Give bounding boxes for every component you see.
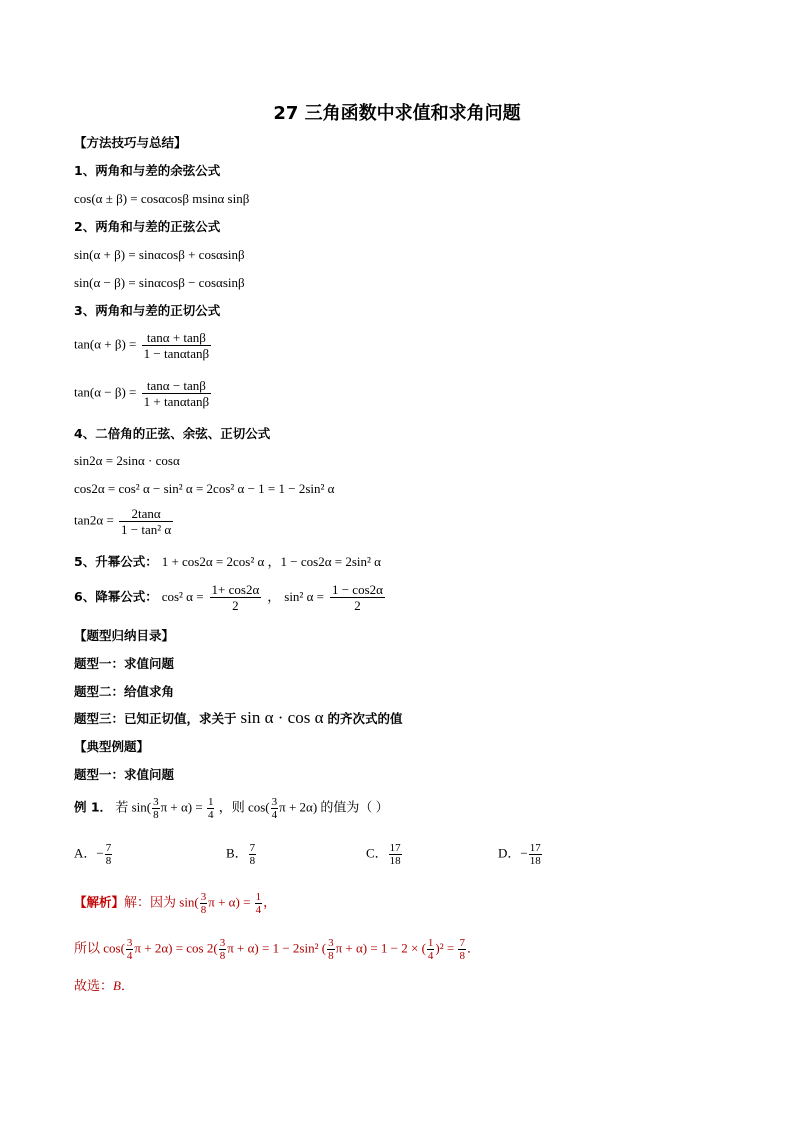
example-1-q-part2: π + α) = <box>160 799 203 815</box>
example-1-frac-c <box>271 796 279 821</box>
tan-sum-fraction <box>142 330 212 361</box>
option-b-label: B． <box>226 845 248 861</box>
option-a <box>74 842 113 867</box>
solution-choice-value: B <box>113 978 121 993</box>
catalog-item-2: 题型二：给值求角 <box>74 684 175 699</box>
option-a-numerator: 7 <box>105 842 112 854</box>
option-d-numerator: 17 <box>529 842 541 854</box>
catalog-item-3-expression: sin α · cos α <box>240 708 324 727</box>
sin-diff-formula: sin(α − β) = sinαcosβ − cosαsinβ <box>74 275 245 290</box>
solution-l2-frac-1 <box>126 937 134 962</box>
option-a-sign: − <box>96 845 104 861</box>
option-d-fraction <box>529 842 542 867</box>
solution-l2-part4: π + α) = 1 − 2 × ( <box>335 940 426 956</box>
sin-double-formula: sin2α = 2sinα · cosα <box>74 453 180 468</box>
option-b-fraction <box>249 842 257 867</box>
solution-l1-frac-a <box>200 891 208 916</box>
tan-diff-numerator: tanα − tanβ <box>142 378 212 394</box>
sol-frac-a-numerator: 3 <box>200 891 207 903</box>
l2-frac-5-denominator: 8 <box>459 950 465 962</box>
tan-sum-lhs: tan(α + β) = <box>74 336 137 352</box>
catalog-item-3-suffix: 的齐次式的值 <box>327 711 403 726</box>
example-1-frac-b <box>207 796 215 821</box>
sin-sum-formula: sin(α + β) = sinαcosβ + cosαsinβ <box>74 247 245 262</box>
sol-frac-b-denominator: 4 <box>255 904 262 916</box>
solution-choice-prefix: 故选： <box>74 978 114 993</box>
frac-a-denominator: 8 <box>153 809 159 821</box>
summary-heading: 【方法技巧与总结】 <box>74 135 187 150</box>
cos-double-formula: cos2α = cos² α − sin² α = 2cos² α − 1 = 1 − 2sin² α <box>74 481 335 496</box>
tan-sum-denominator: 1 − tanαtanβ <box>143 346 210 361</box>
solution-choice-line <box>74 977 134 995</box>
section-5-heading: 5、升幂公式： <box>74 554 158 569</box>
solution-line-1 <box>74 891 276 916</box>
example-1-q-part4: π + 2α) 的值为（ ） <box>279 799 389 815</box>
option-c-label: C． <box>366 845 388 861</box>
solution-l1-part3: ， <box>263 894 277 910</box>
tan-sum-numerator: tanα + tanβ <box>142 330 212 346</box>
option-d-label: D． <box>498 845 521 861</box>
sol-frac-b-numerator: 1 <box>255 891 262 903</box>
l2-frac-3-denominator: 8 <box>328 950 334 962</box>
cos-square-numerator: 1+ cos2α <box>211 582 260 597</box>
solution-l2-frac-2 <box>219 937 227 962</box>
catalog-item-3 <box>74 709 402 728</box>
l2-frac-4-numerator: 1 <box>427 937 434 949</box>
l2-frac-1-denominator: 4 <box>126 950 133 962</box>
solution-l2-frac-5 <box>458 937 466 962</box>
section-5-line <box>74 553 381 571</box>
sin-square-numerator: 1 − cos2α <box>331 582 383 597</box>
solution-l2-frac-3 <box>327 937 335 962</box>
solution-l2-part5: )² = <box>435 940 455 956</box>
tan-diff-formula <box>74 378 213 409</box>
frac-c-numerator: 3 <box>271 796 278 808</box>
solution-choice-suffix: ． <box>120 978 134 993</box>
solution-l2-part1: 所以 cos( <box>74 940 125 956</box>
example-1-question <box>74 796 389 821</box>
cos-square-denominator: 2 <box>232 598 239 613</box>
option-c-fraction <box>389 842 402 867</box>
solution-line-2 <box>74 937 480 962</box>
l2-frac-3-numerator: 3 <box>328 937 334 949</box>
option-c-denominator: 18 <box>389 855 401 867</box>
tan-diff-denominator: 1 + tanαtanβ <box>143 394 210 409</box>
section-2-heading: 2、两角和与差的正弦公式 <box>74 219 221 234</box>
solution-tag: 【解析】 <box>74 894 125 910</box>
option-b-numerator: 7 <box>249 842 256 854</box>
solution-l2-frac-4 <box>427 937 435 962</box>
l2-frac-4-denominator: 4 <box>427 950 434 962</box>
cos-square-fraction <box>210 582 262 613</box>
sin-square-fraction <box>330 582 385 613</box>
tan-double-formula <box>74 506 175 537</box>
section-3-heading: 3、两角和与差的正切公式 <box>74 303 221 318</box>
frac-b-numerator: 1 <box>207 796 214 808</box>
solution-l1-part1: 解：因为 sin( <box>124 894 199 910</box>
frac-a-numerator: 3 <box>153 796 159 808</box>
page-title: 27 三角函数中求值和求角问题 <box>273 103 521 124</box>
cos-square-lhs: cos² α = <box>161 589 204 604</box>
section-6-line <box>74 582 387 613</box>
option-b-denominator: 8 <box>249 855 256 867</box>
sin-square-lhs: sin² α = <box>284 589 324 604</box>
section-6-heading: 6、降幂公式： <box>74 589 158 604</box>
option-a-label: A． <box>74 845 97 861</box>
option-a-denominator: 8 <box>105 855 112 867</box>
example-1-label: 例 1． <box>74 799 113 815</box>
l2-frac-1-numerator: 3 <box>126 937 133 949</box>
tan-double-numerator: 2tanα <box>119 506 173 522</box>
formula-separator: ， <box>267 589 281 604</box>
section-4-heading: 4、二倍角的正弦、余弦、正切公式 <box>74 426 271 441</box>
option-c-numerator: 17 <box>389 842 401 854</box>
l2-frac-2-denominator: 8 <box>219 950 226 962</box>
examples-heading: 【典型例题】 <box>74 739 150 754</box>
l2-frac-2-numerator: 3 <box>219 937 226 949</box>
option-b <box>226 842 257 867</box>
tan-diff-fraction <box>142 378 212 409</box>
cos-sum-formula: cos(α ± β) = cosαcosβ msinα sinβ <box>74 191 250 206</box>
solution-l2-part3: π + α) = 1 − 2sin² ( <box>227 940 327 956</box>
type1-heading: 题型一：求值问题 <box>74 767 175 782</box>
power-raise-formula: 1 + cos2α = 2cos² α ，1 − cos2α = 2sin² α <box>161 554 381 569</box>
l2-frac-5-numerator: 7 <box>459 937 465 949</box>
tan-double-fraction <box>119 506 173 537</box>
frac-c-denominator: 4 <box>271 809 278 821</box>
section-1-heading: 1、两角和与差的余弦公式 <box>74 163 221 178</box>
solution-l2-part6: ． <box>466 940 480 956</box>
option-d-denominator: 18 <box>529 855 541 867</box>
option-d <box>498 842 543 867</box>
example-1-q-part1: 若 sin( <box>115 799 152 815</box>
frac-b-denominator: 4 <box>207 809 214 821</box>
tan-diff-lhs: tan(α − β) = <box>74 384 137 400</box>
catalog-heading: 【题型归纳目录】 <box>74 628 175 643</box>
example-1-frac-a <box>152 796 160 821</box>
sol-frac-a-denominator: 8 <box>200 904 207 916</box>
tan-double-denominator: 1 − tan² α <box>121 522 172 537</box>
solution-l1-part2: π + α) = <box>208 894 251 910</box>
option-c <box>366 842 403 867</box>
tan-double-lhs: tan2α = <box>74 512 114 528</box>
sin-square-denominator: 2 <box>354 598 361 613</box>
tan-sum-formula <box>74 330 213 361</box>
solution-l2-part2: π + 2α) = cos 2( <box>134 940 218 956</box>
solution-l1-frac-b <box>255 891 263 916</box>
catalog-item-3-prefix: 题型三：已知正切值，求关于 <box>74 711 237 726</box>
option-a-fraction <box>105 842 113 867</box>
catalog-item-1: 题型一：求值问题 <box>74 656 175 671</box>
example-1-q-part3: ，则 cos( <box>218 799 270 815</box>
option-d-sign: − <box>520 845 528 861</box>
